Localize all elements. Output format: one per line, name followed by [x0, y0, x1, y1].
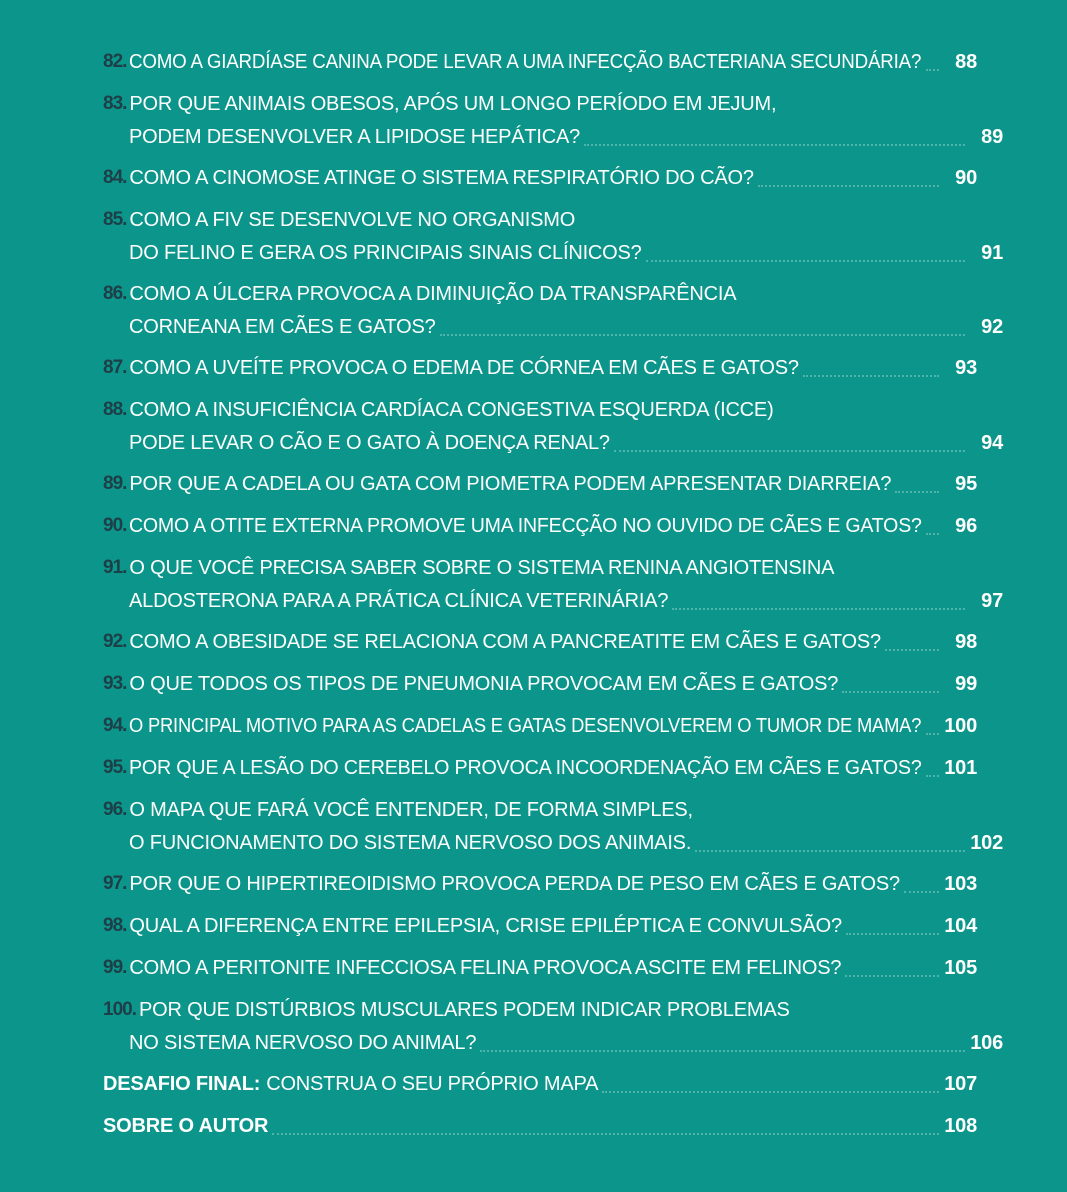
dot-leader	[846, 913, 939, 935]
entry-title: QUAL A DIFERENÇA ENTRE EPILEPSIA, CRISE EPILÉPTICA E CONVULSÃO?	[129, 915, 842, 937]
entry-title: O QUE TODOS OS TIPOS DE PNEUMONIA PROVOCAM EM CÃES E GATOS?	[129, 673, 839, 695]
page-number: 98	[955, 631, 977, 653]
page-number: 103	[944, 873, 977, 895]
entry-title: COMO A GIARDÍASE CANINA PODE LEVAR A UMA INFECÇÃO BACTERIANA SECUNDÁRIA?	[129, 51, 922, 73]
final-challenge-label: DESAFIO FINAL:	[103, 1073, 261, 1095]
entry-number: 100.	[103, 999, 136, 1020]
entry-title: O MAPA QUE FARÁ VOCÊ ENTENDER, DE FORMA SIMPLES,	[129, 799, 693, 821]
entry-title: O QUE VOCÊ PRECISA SABER SOBRE O SISTEMA RENINA ANGIOTENSINA	[129, 557, 835, 579]
entry-number: 92.	[103, 631, 127, 652]
page-number: 97	[981, 590, 1003, 612]
about-author-label: SOBRE O AUTOR	[103, 1115, 269, 1137]
dot-leader	[672, 588, 965, 610]
dot-leader	[842, 671, 939, 693]
entry-number: 87.	[103, 357, 127, 378]
entry-number: 89.	[103, 473, 127, 494]
page-number: 88	[955, 51, 977, 73]
entry-title: POR QUE A LESÃO DO CEREBELO PROVOCA INCOORDENAÇÃO EM CÃES E GATOS?	[129, 757, 922, 779]
final-challenge-title: CONSTRUA O SEU PRÓPRIO MAPA	[266, 1073, 599, 1095]
page-number: 101	[944, 757, 977, 779]
dot-leader	[926, 49, 939, 71]
entry-title: COMO A PERITONITE INFECCIOSA FELINA PROVOCA ASCITE EM FELINOS?	[129, 957, 842, 979]
dot-leader	[584, 124, 965, 146]
entry-title: O PRINCIPAL MOTIVO PARA AS CADELAS E GATAS DESENVOLVEREM O TUMOR DE MAMA?	[129, 715, 922, 737]
entry-number: 94.	[103, 715, 127, 736]
entry-number: 97.	[103, 873, 127, 894]
entry-number: 96.	[103, 799, 127, 820]
entry-title: COMO A ÚLCERA PROVOCA A DIMINUIÇÃO DA TRANSPARÊNCIA	[129, 283, 737, 305]
entry-number: 84.	[103, 167, 127, 188]
page-number: 104	[944, 915, 977, 937]
entry-title-continued: ALDOSTERONA PARA A PRÁTICA CLÍNICA VETERINÁRIA?	[129, 590, 669, 612]
entry-title: COMO A UVEÍTE PROVOCA O EDEMA DE CÓRNEA EM CÃES E GATOS?	[129, 357, 799, 379]
entry-number: 82.	[103, 51, 127, 72]
entry-number: 95.	[103, 757, 127, 778]
dot-leader	[646, 240, 965, 262]
dot-leader	[695, 830, 965, 852]
dot-leader	[272, 1113, 939, 1135]
entry-title-continued: PODEM DESENVOLVER A LIPIDOSE HEPÁTICA?	[129, 126, 581, 148]
entry-title: COMO A CINOMOSE ATINGE O SISTEMA RESPIRATÓRIO DO CÃO?	[129, 167, 754, 189]
page-number: 99	[955, 673, 977, 695]
entry-title-continued: O FUNCIONAMENTO DO SISTEMA NERVOSO DOS ANIMAIS.	[129, 832, 692, 854]
page-number: 94	[981, 432, 1003, 454]
entry-number: 86.	[103, 283, 127, 304]
entry-title: POR QUE ANIMAIS OBESOS, APÓS UM LONGO PERÍODO EM JEJUM,	[129, 93, 777, 115]
entry-number: 83.	[103, 93, 127, 114]
dot-leader	[926, 755, 939, 777]
entry-title-continued: PODE LEVAR O CÃO E O GATO À DOENÇA RENAL?	[129, 432, 610, 454]
entry-title: COMO A INSUFICIÊNCIA CARDÍACA CONGESTIVA ESQUERDA (ICCE)	[129, 399, 774, 421]
page-number: 91	[981, 242, 1003, 264]
entry-number: 90.	[103, 515, 127, 536]
dot-leader	[904, 871, 939, 893]
dot-leader	[758, 165, 939, 187]
page-number: 102	[970, 832, 1003, 854]
page-number: 106	[970, 1032, 1003, 1054]
entry-number: 98.	[103, 915, 127, 936]
entry-number: 91.	[103, 557, 127, 578]
dot-leader	[803, 355, 939, 377]
dot-leader	[614, 430, 965, 452]
dot-leader	[602, 1071, 939, 1093]
entry-title-continued: DO FELINO E GERA OS PRINCIPAIS SINAIS CLÍNICOS?	[129, 242, 642, 264]
dot-leader	[440, 314, 965, 336]
entry-title: POR QUE A CADELA OU GATA COM PIOMETRA PODEM APRESENTAR DIARREIA?	[129, 473, 892, 495]
dot-leader	[480, 1030, 965, 1052]
entry-title: POR QUE DISTÚRBIOS MUSCULARES PODEM INDICAR PROBLEMAS	[138, 999, 790, 1021]
entry-number: 93.	[103, 673, 127, 694]
page-number: 100	[944, 715, 977, 737]
page-number: 108	[944, 1115, 977, 1137]
entry-title-continued: CORNEANA EM CÃES E GATOS?	[129, 316, 436, 338]
page-number: 90	[955, 167, 977, 189]
page-number: 89	[981, 126, 1003, 148]
page-number: 92	[981, 316, 1003, 338]
page-number: 95	[955, 473, 977, 495]
page-number: 93	[955, 357, 977, 379]
entry-title-continued: NO SISTEMA NERVOSO DO ANIMAL?	[129, 1032, 477, 1054]
page-number: 96	[955, 515, 977, 537]
dot-leader	[845, 955, 939, 977]
page-number: 105	[944, 957, 977, 979]
page-number: 107	[944, 1073, 977, 1095]
entry-title: COMO A FIV SE DESENVOLVE NO ORGANISMO	[129, 209, 576, 231]
dot-leader	[926, 513, 939, 535]
dot-leader	[895, 471, 939, 493]
entry-title: POR QUE O HIPERTIREOIDISMO PROVOCA PERDA DE PESO EM CÃES E GATOS?	[129, 873, 900, 895]
entry-title: COMO A OBESIDADE SE RELACIONA COM A PANCREATITE EM CÃES E GATOS?	[129, 631, 881, 653]
dot-leader	[926, 713, 939, 735]
entry-number: 88.	[103, 399, 127, 420]
dot-leader	[885, 629, 939, 651]
entry-title: COMO A OTITE EXTERNA PROMOVE UMA INFECÇÃO NO OUVIDO DE CÃES E GATOS?	[129, 515, 923, 537]
entry-number: 85.	[103, 209, 127, 230]
entry-number: 99.	[103, 957, 127, 978]
